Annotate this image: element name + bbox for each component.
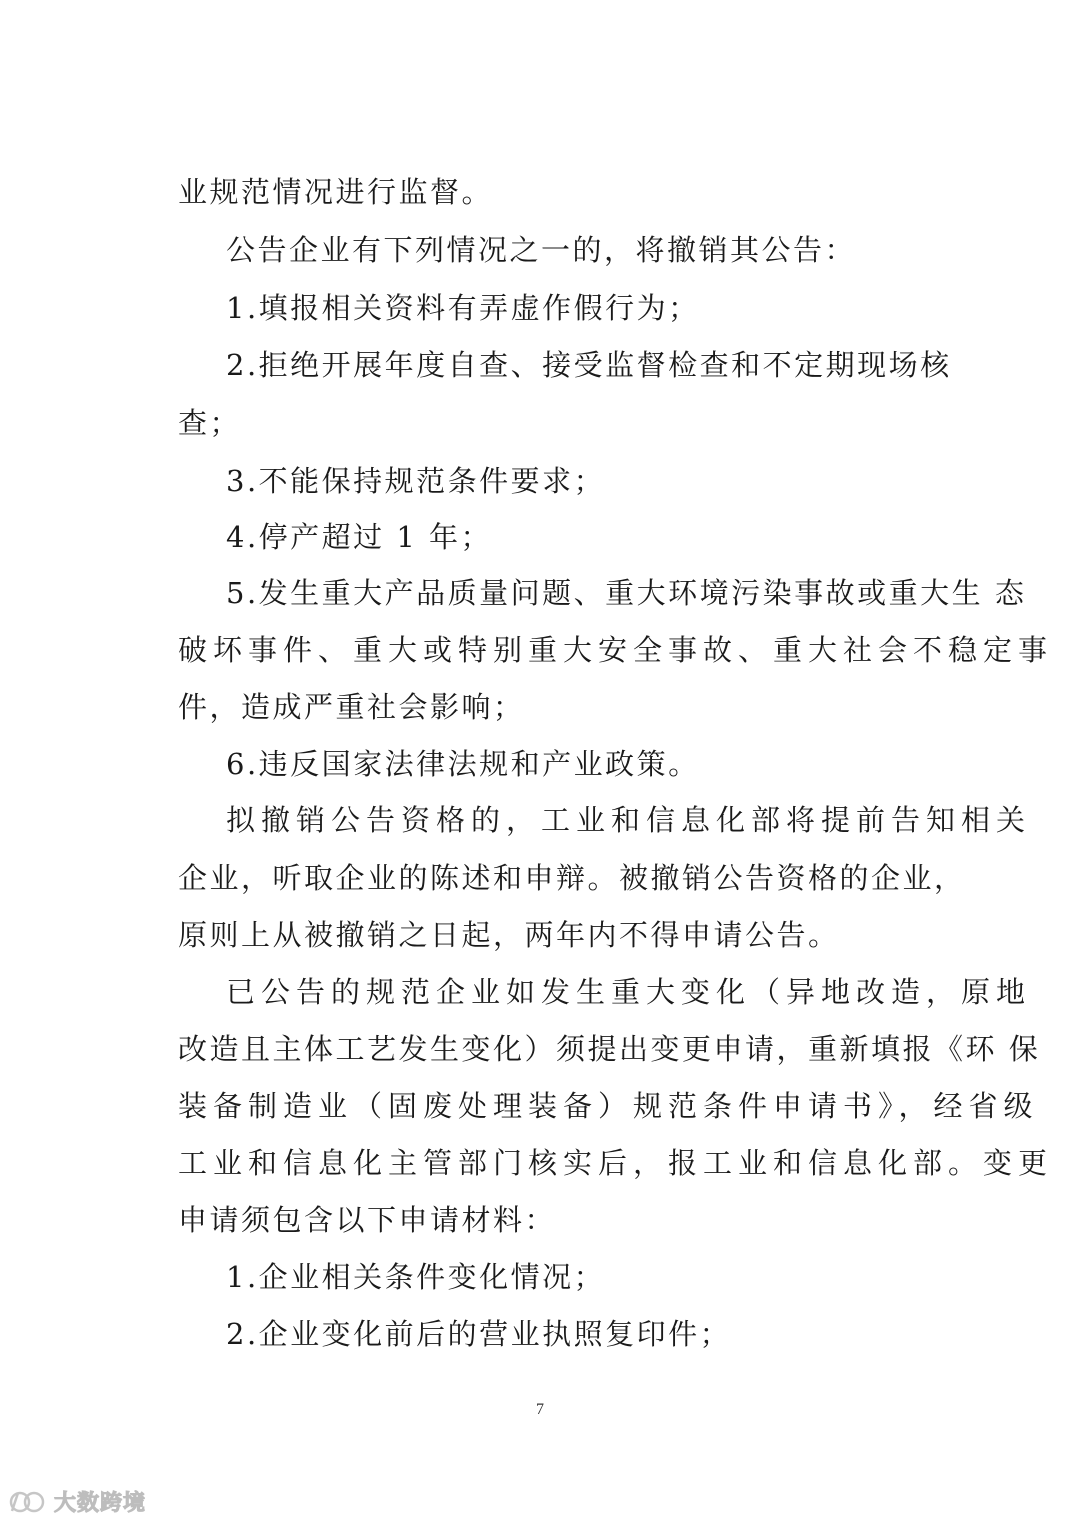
text-line-11: 6.违反国家法律法规和产业政策。 bbox=[226, 747, 700, 781]
text-line-14: 原则上从被撤销之日起，两年内不得申请公告。 bbox=[178, 918, 840, 952]
watermark-text: 大数跨境 bbox=[54, 1491, 147, 1516]
text-line-4: 2.拒绝开展年度自查、接受监督检查和不定期现场核 bbox=[226, 348, 952, 382]
text-line-20: 1.企业相关条件变化情况； bbox=[226, 1260, 606, 1294]
watermark-logo-icon bbox=[8, 1487, 50, 1517]
text-line-15: 已公告的规范企业如发生重大变化（异地改造，原地 bbox=[226, 975, 1032, 1009]
text-line-13: 企业，听取企业的陈述和申辩。被撤销公告资格的企业， bbox=[178, 861, 966, 895]
text-line-10: 件，造成严重社会影响； bbox=[178, 690, 525, 724]
text-line-19: 申请须包含以下申请材料： bbox=[178, 1203, 557, 1237]
text-line-2: 公告企业有下列情况之一的，将撤销其公告： bbox=[226, 233, 857, 267]
text-line-6: 3.不能保持规范条件要求； bbox=[226, 464, 606, 498]
text-line-12: 拟撤销公告资格的，工业和信息化部将提前告知相关 bbox=[226, 803, 1032, 837]
page-number: 7 bbox=[536, 1401, 544, 1418]
text-line-7: 4.停产超过 1 年； bbox=[226, 520, 493, 554]
text-line-3: 1.填报相关资料有弄虚作假行为； bbox=[226, 291, 700, 325]
text-line-5: 查； bbox=[178, 406, 242, 440]
text-line-16: 改造且主体工艺发生变化）须提出变更申请，重新填报《环 保 bbox=[178, 1032, 1041, 1066]
text-line-17: 装备制造业（固废处理装备）规范条件申请书》，经省级 bbox=[178, 1089, 1039, 1123]
text-line-9: 破坏事件、重大或特别重大安全事故、重大社会不稳定事 bbox=[178, 633, 1054, 667]
text-line-1: 业规范情况进行监督。 bbox=[178, 175, 494, 209]
text-line-21: 2.企业变化前后的营业执照复印件； bbox=[226, 1317, 732, 1351]
text-line-18: 工业和信息化主管部门核实后，报工业和信息化部。变更 bbox=[178, 1146, 1054, 1180]
watermark bbox=[8, 1486, 146, 1517]
text-line-8: 5.发生重大产品质量问题、重大环境污染事故或重大生 态 bbox=[226, 576, 1027, 610]
